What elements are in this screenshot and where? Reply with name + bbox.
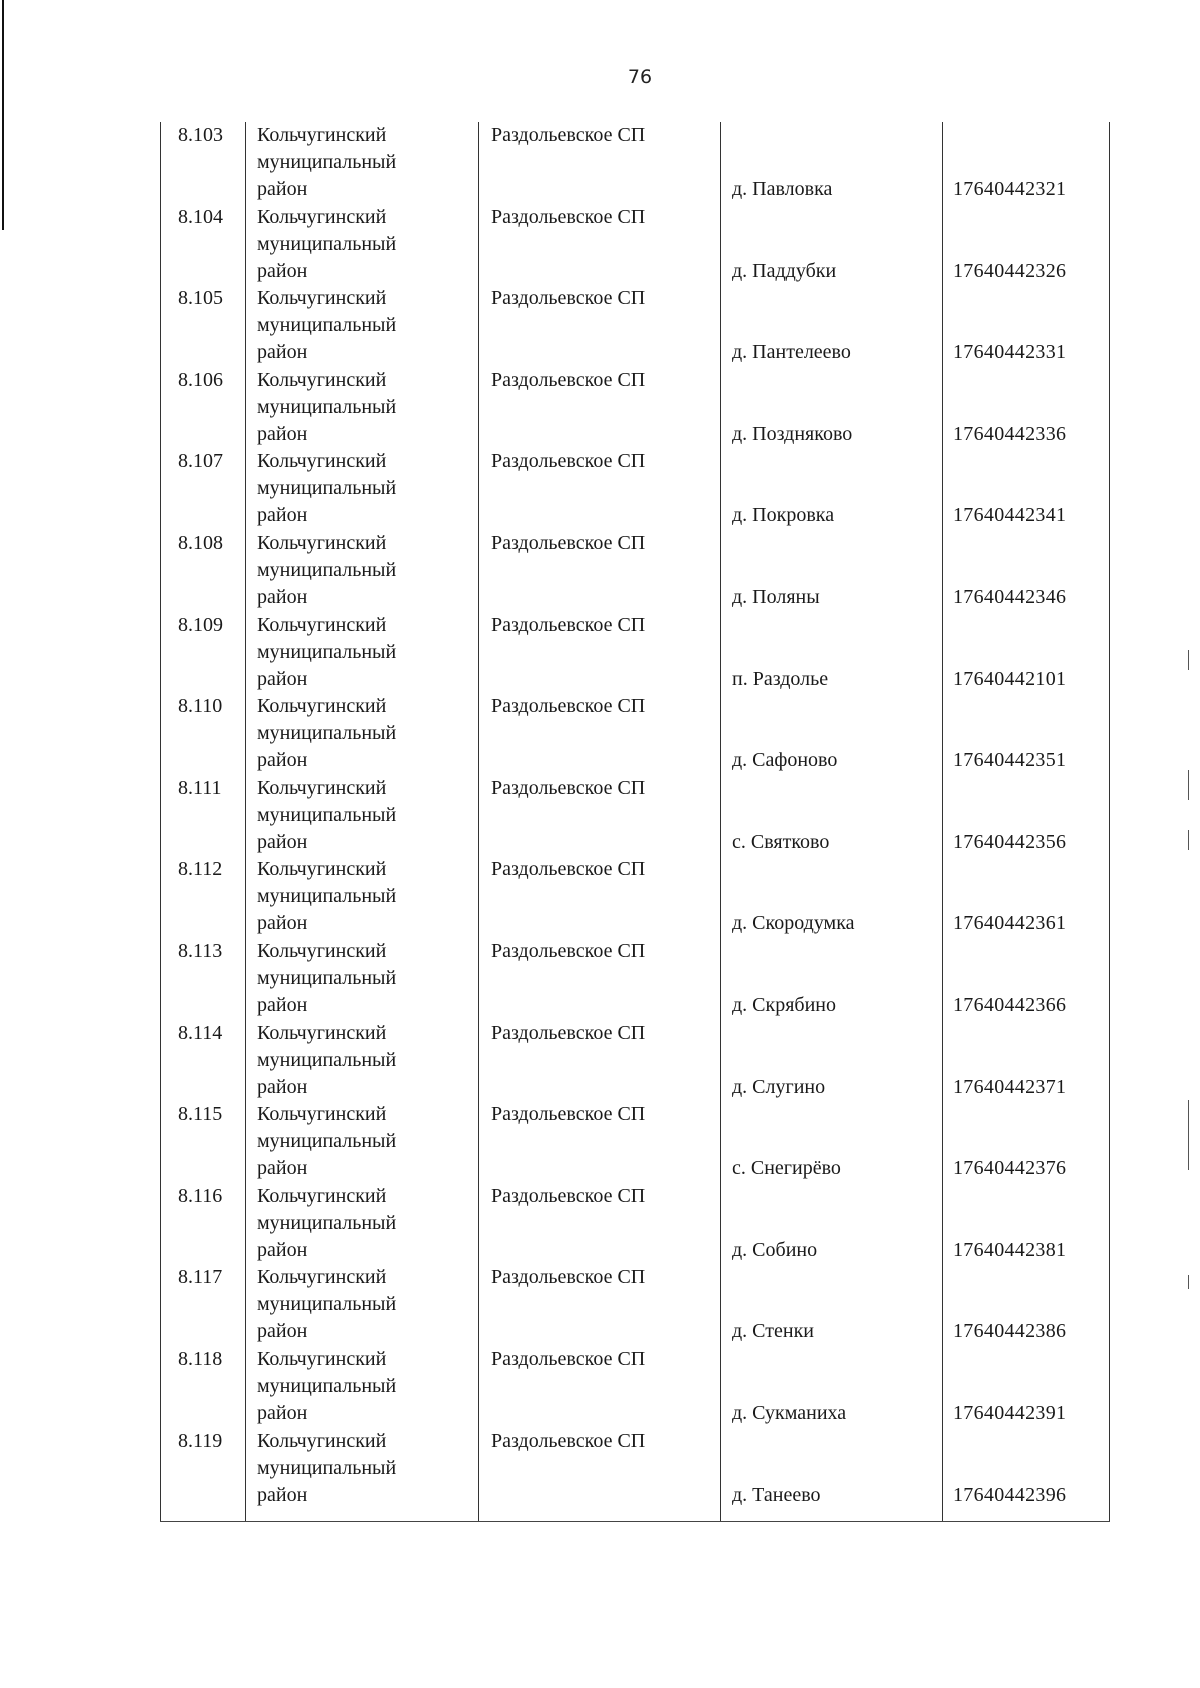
oktmo-code-cell: 17640442321	[953, 178, 1067, 200]
table-row	[160, 448, 1110, 530]
oktmo-code-cell: 17640442396	[953, 1483, 1067, 1506]
row-number: 8.104	[178, 205, 223, 228]
oktmo-code-cell: 17640442101	[953, 667, 1067, 690]
scan-artifact	[1188, 1275, 1189, 1289]
district-cell: Кольчугинский муниципальный район	[257, 1021, 397, 1098]
oktmo-code-cell: 17640442351	[953, 749, 1067, 772]
table-row	[160, 693, 1110, 775]
district-cell: Кольчугинский муниципальный район	[257, 776, 397, 853]
district-cell: Кольчугинский муниципальный район	[257, 940, 397, 1016]
district-cell: Кольчугинский муниципальный район	[257, 613, 397, 690]
district-cell: Кольчугинский муниципальный район	[257, 368, 397, 445]
locality-cell: с. Снегирёво	[732, 1157, 841, 1180]
row-number: 8.106	[178, 368, 223, 391]
settlement-cell: Раздольевское СП	[491, 858, 646, 881]
settlement-cell: Раздольевское СП	[491, 1103, 646, 1126]
district-cell: Кольчугинский муниципальный район	[257, 695, 397, 772]
locality-cell: д. Поляны	[732, 586, 820, 608]
table-row	[160, 122, 1110, 204]
district-cell: Кольчугинский муниципальный район	[257, 124, 397, 200]
oktmo-code-cell: 17640442386	[953, 1320, 1067, 1343]
settlement-cell: Раздольевское СП	[491, 1348, 646, 1370]
scan-artifact	[1188, 770, 1189, 800]
settlement-cell: Раздольевское СП	[491, 532, 646, 554]
row-number: 8.108	[178, 532, 223, 554]
row-number: 8.105	[178, 287, 223, 310]
row-number: 8.109	[178, 613, 223, 636]
row-number: 8.111	[178, 776, 222, 799]
district-cell: Кольчугинский муниципальный район	[257, 287, 397, 364]
page-number: 76	[627, 66, 653, 88]
row-number: 8.116	[178, 1184, 223, 1207]
table-row	[160, 775, 1110, 857]
row-number: 8.119	[178, 1429, 223, 1452]
locality-cell: д. Паддубки	[732, 259, 837, 282]
row-number: 8.110	[178, 695, 223, 718]
table-row	[160, 1428, 1110, 1510]
table-row	[160, 204, 1110, 286]
locality-cell: д. Павловка	[732, 178, 833, 200]
table-row	[160, 285, 1110, 367]
oktmo-code-cell: 17640442331	[953, 341, 1067, 364]
row-number: 8.113	[178, 940, 223, 962]
table-row	[160, 530, 1110, 612]
oktmo-code-cell: 17640442361	[953, 912, 1067, 935]
locality-cell: д. Стенки	[732, 1320, 814, 1343]
oktmo-code-cell: 17640442381	[953, 1238, 1067, 1261]
scan-artifact	[1188, 1100, 1189, 1170]
table-row	[160, 1264, 1110, 1346]
row-number: 8.103	[178, 124, 223, 146]
settlement-cell: Раздольевское СП	[491, 287, 646, 310]
settlement-cell: Раздольевское СП	[491, 124, 646, 146]
oktmo-code-cell: 17640442366	[953, 994, 1067, 1016]
locality-cell: д. Скородумка	[732, 912, 855, 935]
settlement-cell: Раздольевское СП	[491, 1429, 646, 1452]
district-cell: Кольчугинский муниципальный район	[257, 1429, 397, 1506]
row-number: 8.117	[178, 1266, 223, 1289]
locality-cell: д. Сукманиха	[732, 1402, 847, 1424]
settlement-cell: Раздольевское СП	[491, 613, 646, 636]
table-row	[160, 1101, 1110, 1183]
oktmo-code-cell: 17640442336	[953, 422, 1067, 445]
row-number: 8.107	[178, 450, 223, 473]
oktmo-code-cell: 17640442346	[953, 586, 1067, 608]
oktmo-code-cell: 17640442326	[953, 259, 1067, 282]
locality-cell: п. Раздолье	[732, 667, 829, 690]
row-number: 8.112	[178, 858, 223, 881]
row-number: 8.115	[178, 1103, 223, 1126]
settlement-cell: Раздольевское СП	[491, 1266, 646, 1289]
table-bottom-border	[160, 1521, 1110, 1522]
locality-cell: д. Танеево	[732, 1483, 821, 1506]
settlement-cell: Раздольевское СП	[491, 450, 646, 473]
oktmo-code-cell: 17640442371	[953, 1075, 1067, 1098]
district-cell: Кольчугинский муниципальный район	[257, 1184, 397, 1261]
oktmo-code-cell: 17640442376	[953, 1157, 1067, 1180]
locality-cell: д. Скрябино	[732, 994, 837, 1016]
scan-artifact	[1188, 830, 1189, 850]
table-row	[160, 612, 1110, 694]
district-cell: Кольчугинский муниципальный район	[257, 205, 397, 282]
locality-cell: д. Слугино	[732, 1075, 826, 1098]
district-cell: Кольчугинский муниципальный район	[257, 450, 397, 527]
district-cell: Кольчугинский муниципальный район	[257, 1266, 397, 1343]
district-cell: Кольчугинский муниципальный район	[257, 532, 397, 608]
table-row	[160, 367, 1110, 449]
district-cell: Кольчугинский муниципальный район	[257, 1103, 397, 1180]
settlement-cell: Раздольевское СП	[491, 940, 646, 962]
row-number: 8.114	[178, 1021, 223, 1044]
locality-cell: д. Покровка	[732, 504, 835, 527]
row-number: 8.118	[178, 1348, 223, 1370]
table-row	[160, 1346, 1110, 1428]
district-cell: Кольчугинский муниципальный район	[257, 858, 397, 935]
locality-cell: д. Пантелеево	[732, 341, 851, 364]
settlement-cell: Раздольевское СП	[491, 695, 646, 718]
locality-cell: д. Сафоново	[732, 749, 838, 772]
table-row	[160, 856, 1110, 938]
district-cell: Кольчугинский муниципальный район	[257, 1348, 397, 1424]
scan-artifact	[1188, 650, 1189, 670]
settlement-cell: Раздольевское СП	[491, 205, 646, 228]
oktmo-code-cell: 17640442356	[953, 830, 1067, 853]
settlements-table	[160, 122, 1110, 1522]
scan-edge-line	[2, 0, 4, 230]
settlement-cell: Раздольевское СП	[491, 1021, 646, 1044]
settlement-cell: Раздольевское СП	[491, 1184, 646, 1207]
table-row	[160, 938, 1110, 1020]
oktmo-code-cell: 17640442341	[953, 504, 1067, 527]
table-row	[160, 1183, 1110, 1265]
table-row	[160, 1020, 1110, 1102]
locality-cell: с. Святково	[732, 830, 830, 853]
locality-cell: д. Собино	[732, 1238, 818, 1261]
locality-cell: д. Поздняково	[732, 422, 853, 445]
settlement-cell: Раздольевское СП	[491, 368, 646, 391]
oktmo-code-cell: 17640442391	[953, 1402, 1067, 1424]
settlement-cell: Раздольевское СП	[491, 776, 646, 799]
